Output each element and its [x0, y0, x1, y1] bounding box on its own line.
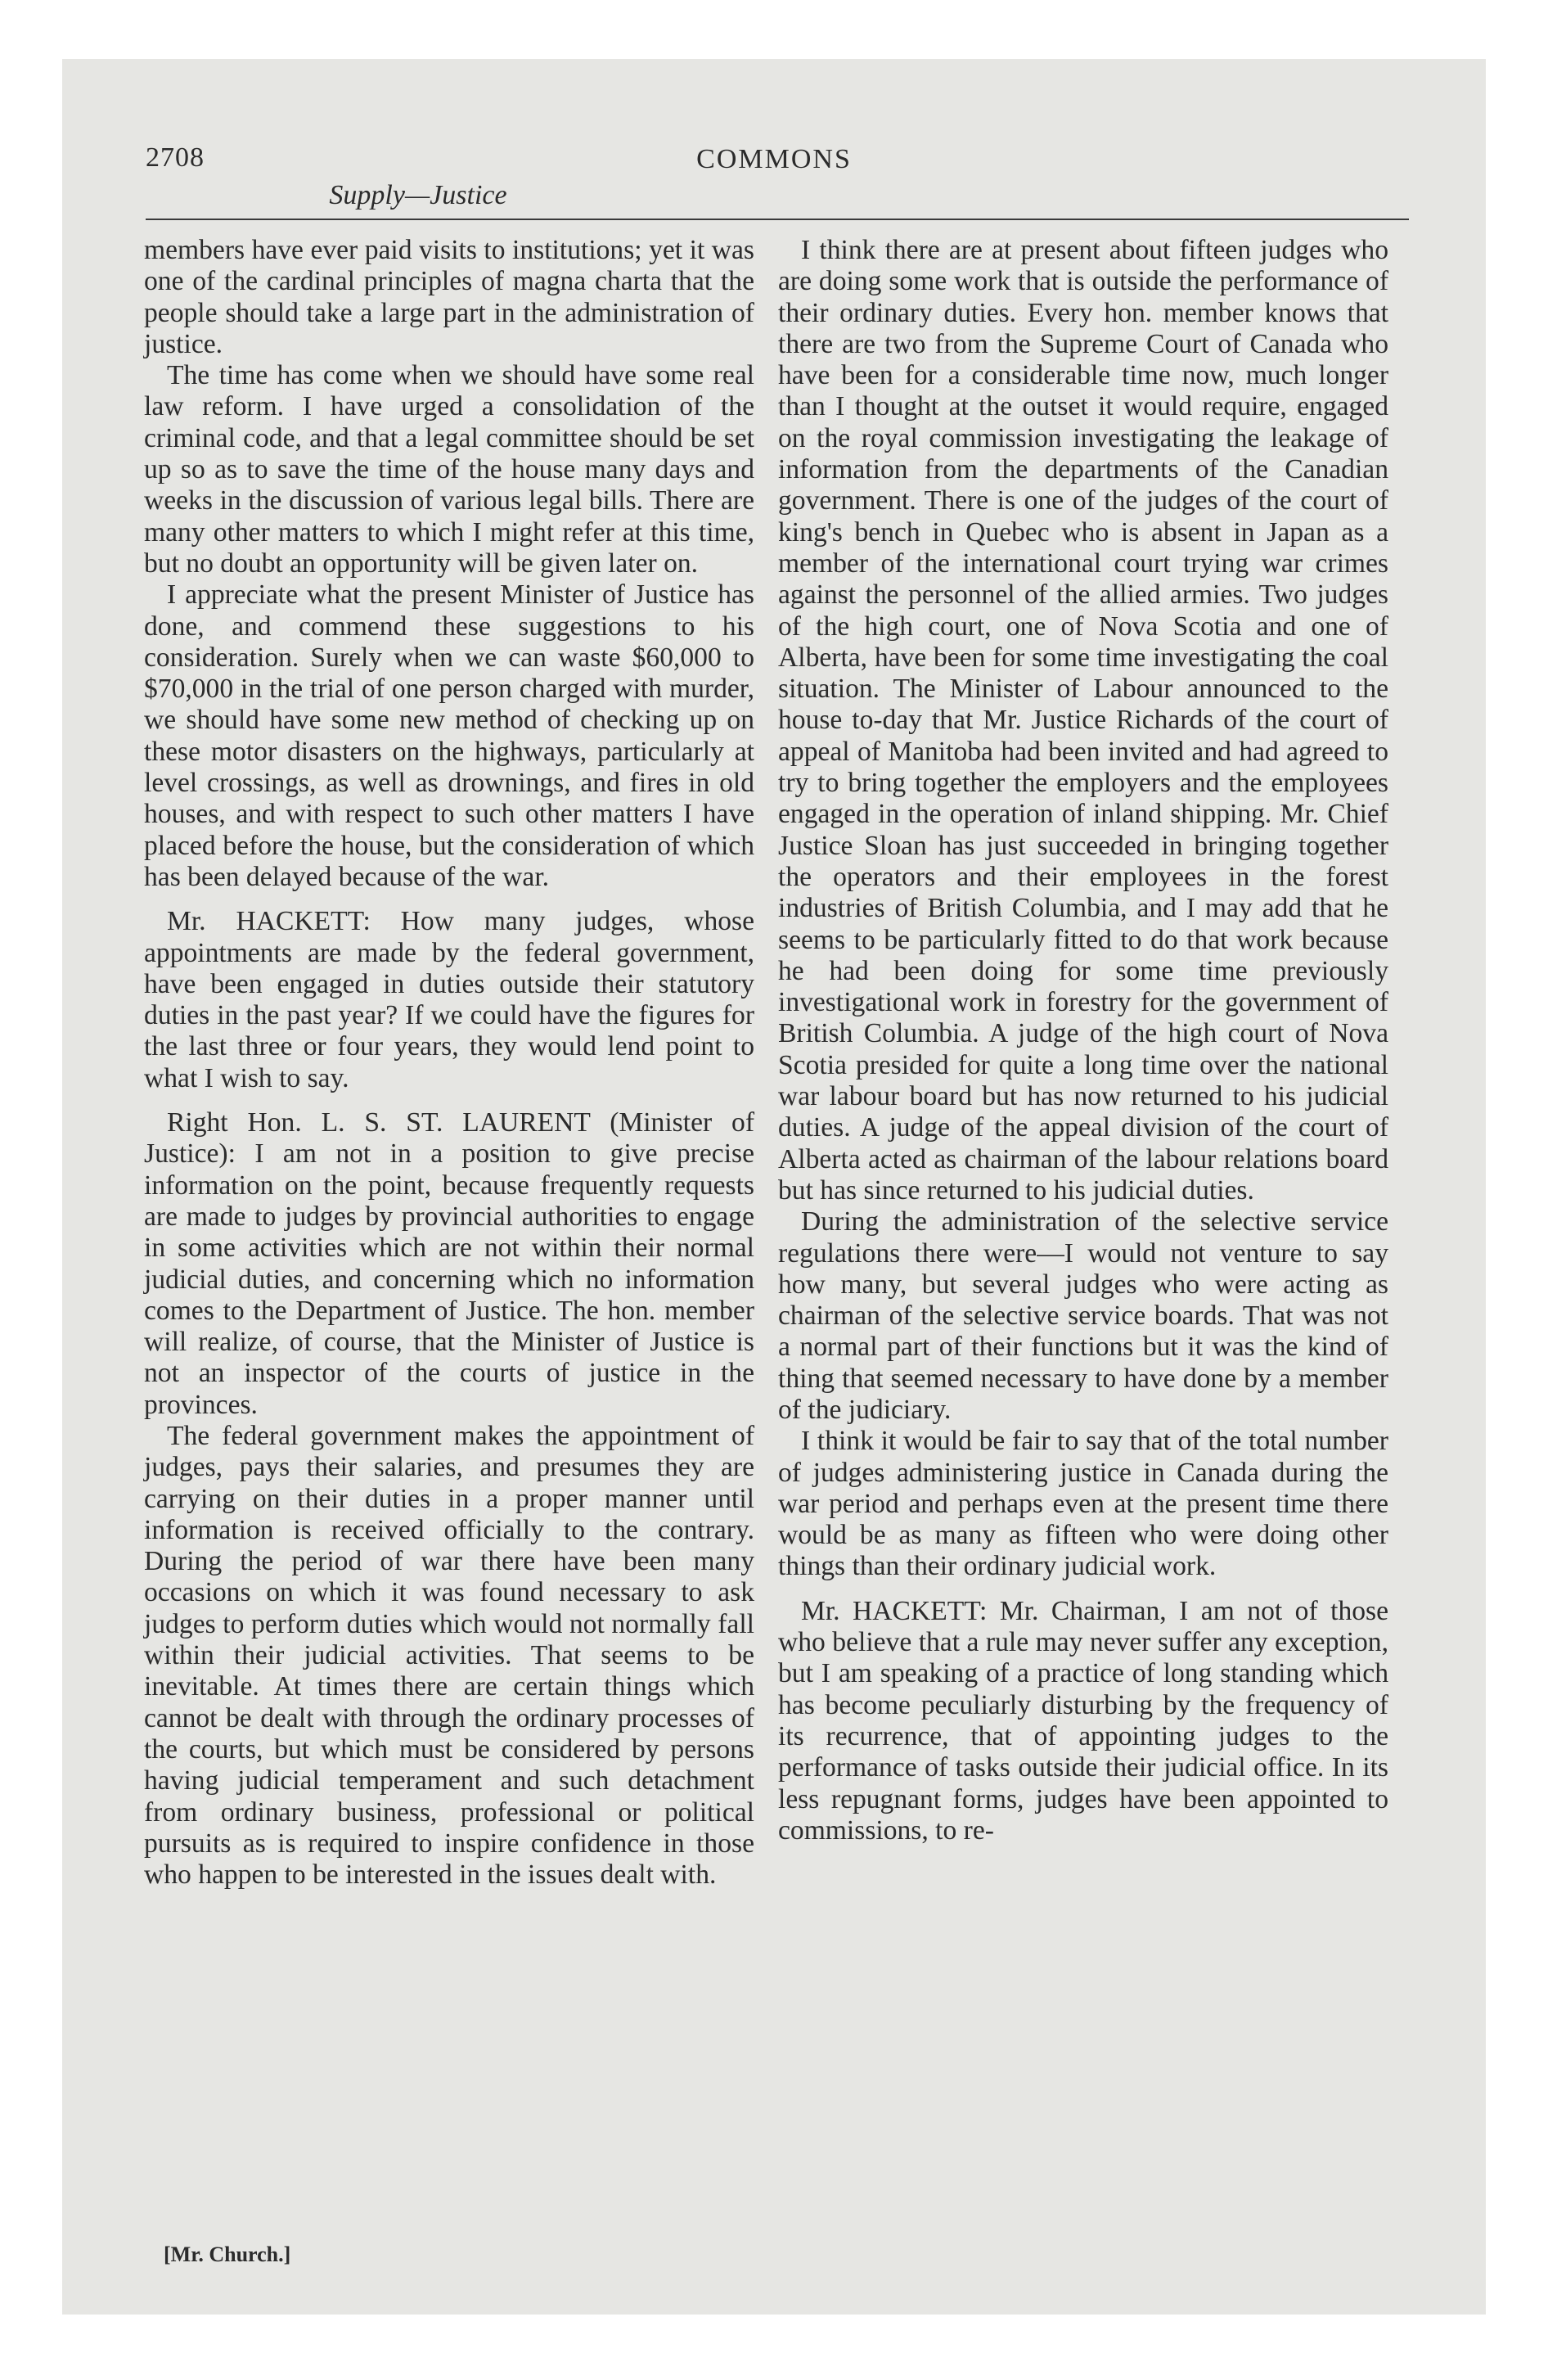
- left-column: [144, 235, 754, 1891]
- paragraph: The federal government makes the appointment of judges, pays their salaries, and presumes they are carrying on their duties in a proper manner until information is received officially to the contrary. During the period of war there have been many occasions on which it was found necessary to ask judges to perform duties which would not normally fall within their judicial activities. That seems to be inevitable. At times there are certain things which cannot be dealt with through the ordinary processes of the courts, but which must be considered by persons having judicial temperament and such detachment from ordinary business, professional or political pursuits as is required to inspire confidence in those who happen to be interested in the issues dealt with.: [144, 1420, 754, 1891]
- page-number: 2708: [146, 142, 205, 173]
- paragraph: Right Hon. L. S. ST. LAURENT (Minister of Justice): I am not in a position to give precise information on the point, because frequently requests are made to judges by provincial authorities to engage in some activities which are not within their normal judicial duties, and concerning which no information comes to the Department of Justice. The hon. member will realize, of course, that the Minister of Justice is not an inspector of the courts of justice in the provinces.: [144, 1107, 754, 1420]
- running-header: COMMONS: [696, 144, 852, 174]
- paragraph: During the administration of the selective service regulations there were—I would not venture to say how many, but several judges who were acting as chairman of the selective service boards. That was not a normal part of their functions but it was the kind of thing that seemed necessary to have done by a member of the judiciary.: [778, 1206, 1388, 1425]
- paragraph: The time has come when we should have some real law reform. I have urged a consolidation of the criminal code, and that a legal committee should be set up so as to save the time of the house many days and weeks in the discussion of various legal bills. There are many other matters to which I might refer at this time, but no doubt an opportunity will be given later on.: [144, 360, 754, 579]
- speaker-attribution: [Mr. Church.]: [164, 2243, 291, 2266]
- section-heading: Supply—Justice: [329, 180, 507, 210]
- paragraph: I appreciate what the present Minister of Justice has done, and commend these suggestions to his consideration. Surely when we can waste $60,000 to $70,000 in the trial of one person charged with murder, we should have some new method of checking up on these motor disasters on the highways, particularly at level crossings, as well as drownings, and fires in old houses, and with respect to such other matters I have placed before the house, but the consideration of which has been delayed because of the war.: [144, 579, 754, 892]
- paragraph: I think it would be fair to say that of the total number of judges administering justice in Canada during the war period and perhaps even at the present time there would be as many as fifteen who were doing other things than their ordinary judicial work.: [778, 1426, 1388, 1582]
- paragraph: I think there are at present about fifteen judges who are doing some work that is outside the performance of their ordinary duties. Every hon. member knows that there are two from the Supreme Court of Canada who have been for a considerable time now, much longer than I thought at the outset it would require, engaged on the royal commission investigating the leakage of information from the departments of the Canadian government. There is one of the judges of the court of king's bench in Quebec who is absent in Japan as a member of the international court trying war crimes against the personnel of the allied armies. Two judges of the high court, one of Nova Scotia and one of Alberta, have been for some time investigating the coal situation. The Minister of Labour announced to the house to-day that Mr. Justice Richards of the court of appeal of Manitoba had been invited and had agreed to try to bring together the employers and the employees engaged in the operation of inland shipping. Mr. Chief Justice Sloan has just succeeded in bringing together the operators and their employees in the forest industries of British Columbia, and I may add that he seems to be particularly fitted to do that work because he had been doing for some time previously investigational work in forestry for the government of British Columbia. A judge of the high court of Nova Scotia presided for quite a long time over the national war labour board but has now returned to his judicial duties. A judge of the appeal division of the court of Alberta acted as chairman of the labour relations board but has since returned to his judicial duties.: [778, 235, 1388, 1206]
- scanned-page: [62, 59, 1486, 2315]
- paragraph: Mr. HACKETT: How many judges, whose appointments are made by the federal government, have been engaged in duties outside their statutory duties in the past year? If we could have the figures for the last three or four years, they would lend point to what I wish to say.: [144, 906, 754, 1093]
- paragraph: members have ever paid visits to institutions; yet it was one of the cardinal principles of magna charta that the people should take a large part in the administration of justice.: [144, 235, 754, 359]
- paragraph: Mr. HACKETT: Mr. Chairman, I am not of those who believe that a rule may never suffer any exception, but I am speaking of a practice of long standing which has become peculiarly disturbing by the frequency of its recurrence, that of appointing judges to the performance of tasks outside their judicial office. In its less repugnant forms, judges have been appointed to commissions, to re-: [778, 1595, 1388, 1846]
- right-column: [778, 235, 1388, 1846]
- header-rule: [146, 219, 1409, 220]
